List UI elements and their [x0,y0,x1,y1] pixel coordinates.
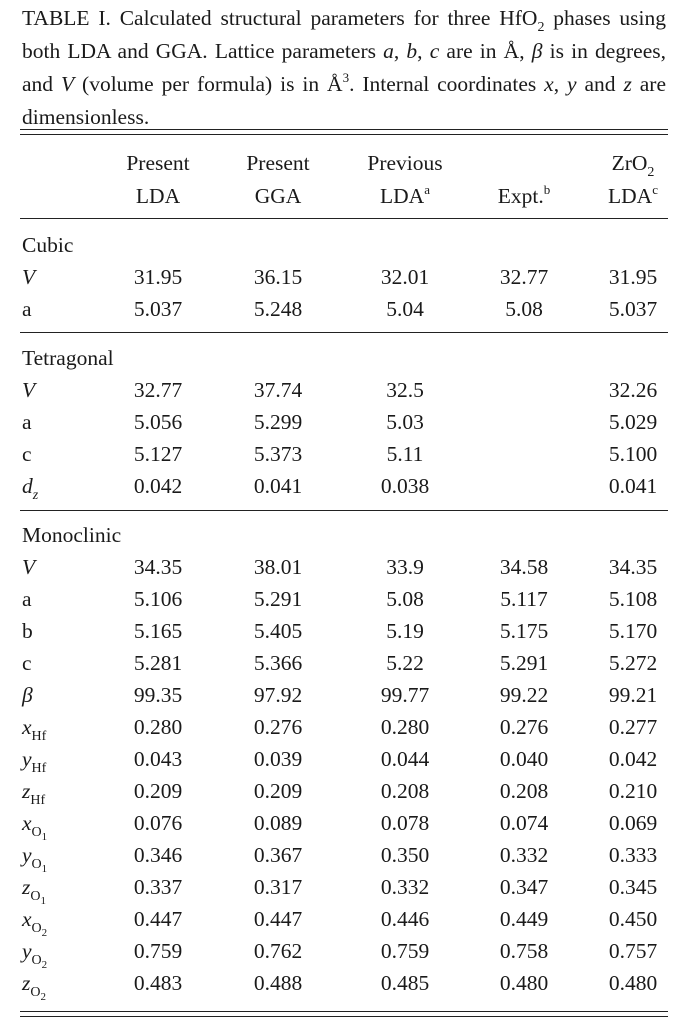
table-cell: 5.373 [253,442,303,466]
table-cell: 5.19 [386,619,424,643]
bottom-rule-2 [20,1016,668,1017]
table-cell: 5.029 [608,410,658,434]
table-cell: 99.21 [608,683,658,707]
section-tetragonal: Tetragonal [22,346,114,370]
table-cell: 0.480 [608,971,658,995]
table-cell: 5.22 [386,651,424,675]
row-label: $x_{O_2}$ [22,907,48,939]
table-cell: 0.759 [133,939,183,963]
table-cell: 0.209 [133,779,183,803]
table-cell: 5.117 [500,587,548,611]
table-cell: 0.317 [253,875,303,899]
table-cell: 34.35 [608,555,658,579]
table-cell: 0.337 [133,875,183,899]
table-cell: 0.367 [253,843,303,867]
bottom-rule [20,1011,668,1012]
row-label: $x_{O_1}$ [22,811,48,843]
header-present-lda: Present LDA [126,151,190,208]
row-label: $d_z$ [22,474,39,503]
table-cell: 0.276 [253,715,303,739]
table-cell: 34.58 [499,555,549,579]
row-label: b [22,619,33,643]
header-rule [20,218,668,219]
table-cell: 0.041 [253,474,303,498]
table-cell: 5.405 [253,619,303,643]
table-cell: 0.208 [499,779,549,803]
section-rule [20,332,668,333]
row-label: V [22,265,36,289]
table-cell: 5.366 [253,651,303,675]
table-cell: 99.22 [499,683,549,707]
section-rule [20,510,668,511]
table-cell: 38.01 [253,555,303,579]
table-cell: 0.759 [380,939,430,963]
table-cell: 5.291 [253,587,303,611]
section-monoclinic: Monoclinic [22,523,122,547]
table-cell: 0.074 [499,811,549,835]
row-label: $x_{Hf}$ [22,715,47,744]
table-cell: 5.08 [386,587,424,611]
table-cell: 0.345 [608,875,658,899]
table-cell: 5.08 [505,297,543,321]
table-cell: 5.100 [608,442,658,466]
row-label: $z_{Hf}$ [22,779,46,808]
table-cell: 0.488 [253,971,303,995]
table-cell: 0.483 [133,971,183,995]
row-label: a [22,297,32,321]
table-cell: 5.037 [133,297,183,321]
section-cubic: Cubic [22,233,74,257]
table-cell: 36.15 [253,265,303,289]
table-cell: 5.165 [133,619,183,643]
table-cell: 0.209 [253,779,303,803]
table-cell: 0.039 [253,747,303,771]
table-cell: 0.446 [380,907,430,931]
row-label: c [22,442,32,466]
table-cell: 0.280 [133,715,183,739]
table-cell: 0.041 [608,474,658,498]
table-cell: 5.056 [133,410,183,434]
table-cell: 5.170 [608,619,658,643]
header-zro2-lda: ZrO$_2$ LDA$^c$ [608,151,658,208]
table-cell: 0.044 [380,747,430,771]
table-cell: 0.277 [608,715,658,739]
row-label: $y_{O_2}$ [22,939,48,971]
table-cell: 5.175 [499,619,549,643]
row-label: $z_{O_2}$ [22,971,46,1003]
table-cell: 5.299 [253,410,303,434]
row-label: β [22,683,33,707]
row-label: V [22,555,36,579]
table-cell: 0.043 [133,747,183,771]
table-cell: 0.069 [608,811,658,835]
row-label: a [22,410,32,434]
header-previous-lda: Previous LDA$^a$ [367,151,443,208]
table-cell: 5.108 [608,587,658,611]
table-cell: 0.346 [133,843,183,867]
row-label: V [22,378,36,402]
table-cell: 0.758 [499,939,549,963]
header-expt: Expt.$^b$ [497,182,551,208]
table-cell: 5.291 [499,651,549,675]
table-cell: 31.95 [608,265,658,289]
table-cell: 0.042 [608,747,658,771]
row-label: $y_{O_1}$ [22,843,48,875]
table-cell: 32.26 [608,378,658,402]
table-cell: 0.078 [380,811,430,835]
table-cell: 0.447 [253,907,303,931]
table-cell: 0.449 [499,907,549,931]
table-cell: 0.332 [380,875,430,899]
table-cell: 0.089 [253,811,303,835]
table-cell: 0.347 [499,875,549,899]
table-cell: 32.5 [386,378,424,402]
table-cell: 0.333 [608,843,658,867]
table-cell: 0.350 [380,843,430,867]
table-caption: TABLE I. Calculated structural parameters for three HfO$_2$ phases using both LDA and GGA. Lattice parameters a, b, c are in Å, β is in degrees, and V (volume per formula) is in $Å^3$. Internal coordinates x, y and z are dimensionless. [22,6,667,129]
top-rule-2 [20,134,668,135]
table-cell: 0.757 [608,939,658,963]
table-cell: 0.485 [380,971,430,995]
table-cell: 5.106 [133,587,183,611]
table-cell: 0.210 [608,779,658,803]
table-cell: 31.95 [133,265,183,289]
table-cell: 32.77 [499,265,549,289]
table-cell: 5.127 [133,442,183,466]
top-rule [20,129,668,130]
table-cell: 33.9 [386,555,424,579]
table-cell: 0.038 [380,474,430,498]
table-cell: 99.35 [133,683,183,707]
table-cell: 5.248 [253,297,303,321]
table-cell: 0.076 [133,811,183,835]
row-label: $z_{O_1}$ [22,875,46,907]
table-cell: 0.332 [499,843,549,867]
table-cell: 5.11 [386,442,424,466]
table-cell: 0.762 [253,939,303,963]
row-label: c [22,651,32,675]
table-cell: 32.01 [380,265,430,289]
table-cell: 0.040 [499,747,549,771]
table-cell: 0.280 [380,715,430,739]
table-cell: 99.77 [380,683,430,707]
table-cell: 0.276 [499,715,549,739]
table-cell: 32.77 [133,378,183,402]
row-label: a [22,587,32,611]
table-cell: 0.450 [608,907,658,931]
table-cell: 0.208 [380,779,430,803]
table-cell: 5.04 [386,297,424,321]
table-cell: 0.447 [133,907,183,931]
table-cell: 5.272 [608,651,658,675]
row-label: $y_{Hf}$ [22,747,47,776]
table-cell: 0.480 [499,971,549,995]
table-cell: 34.35 [133,555,183,579]
header-present-gga: Present GGA [246,151,310,208]
table-cell: 5.03 [386,410,424,434]
table-cell: 37.74 [253,378,303,402]
table-cell: 5.037 [608,297,658,321]
table-cell: 5.281 [133,651,183,675]
table-cell: 97.92 [253,683,303,707]
table-cell: 0.042 [133,474,183,498]
